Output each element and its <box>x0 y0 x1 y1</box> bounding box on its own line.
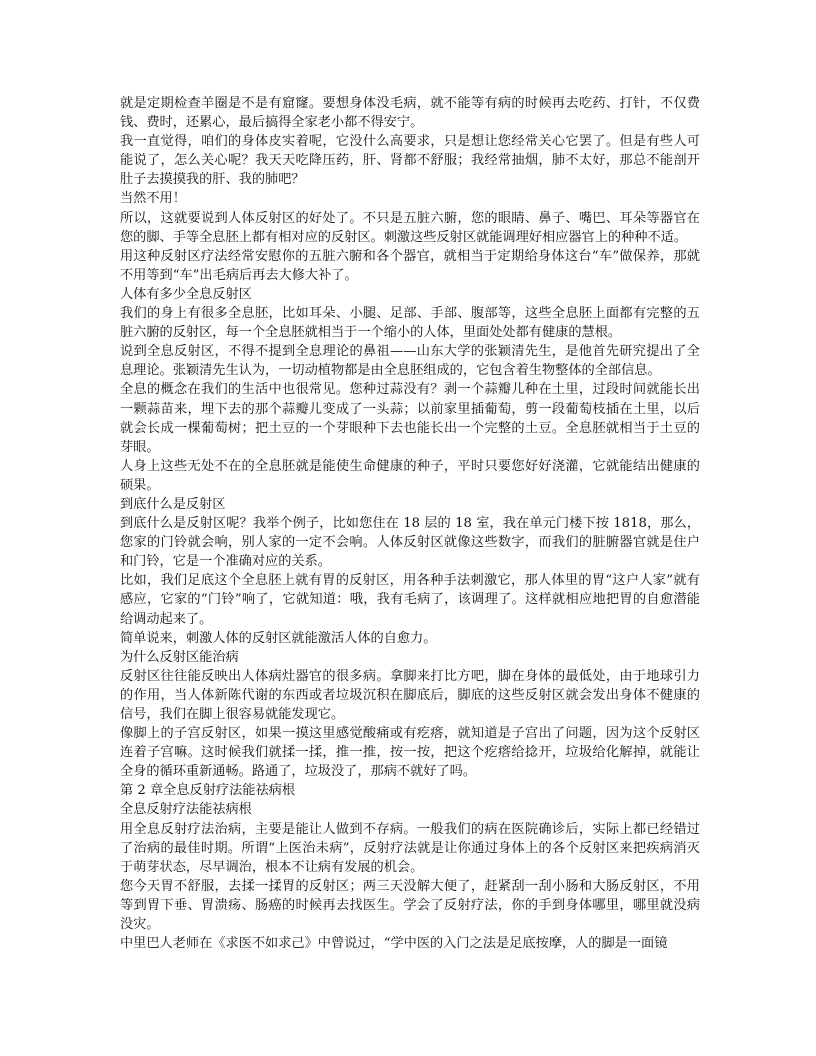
paragraph: 简单说来，刺激人体的反射区就能激活人体的自愈力。 <box>120 630 437 646</box>
section-heading: 人体有多少全息反射区 <box>120 286 252 302</box>
paragraph-continued: 就是定期检查羊圈是不是有窟窿。要想身体没毛病，就不能等有病的时候再去吃药、打针，不仅费钱、费时，还累心，最后搞得全家老小都不得安宁。 <box>120 96 700 131</box>
section-heading: 为什么反射区能治病 <box>120 649 239 665</box>
chapter-heading: 第 2 章全息反射疗法能祛病根 <box>120 783 296 799</box>
paragraph: 用全息反射疗法治病，主要是能让人做到不存病。一般我们的病在医院确诊后，实际上都已经错过了治病的最佳时期。所谓“上医治未病”，反射疗法就是让你通过身体上的各个反射区来把疾病消灭于萌芽状态，尽早调治，根本不让病有发展的机会。 <box>120 821 700 875</box>
paragraph: 像脚上的子宫反射区，如果一摸这里感觉酸痛或有疙瘩，就知道是子宫出了问题，因为这个反射区连着子宫嘛。这时候我们就揉一揉，推一推，按一按，把这个疙瘩给捻开，垃圾给化解掉，就能让全身的循环重新通畅。路通了，垃圾没了，那病不就好了吗。 <box>120 726 700 780</box>
section-heading: 到底什么是反射区 <box>120 496 226 512</box>
paragraph: 全息的概念在我们的生活中也很常见。您种过蒜没有？剥一个蒜瓣儿种在土里，过段时间就能长出一颗蒜苗来，埋下去的那个蒜瓣儿变成了一头蒜；以前家里插葡萄，剪一段葡萄枝插在土里，以后就会长成一棵葡萄树；把土豆的一个芽眼种下去也能长出一个完整的土豆。全息胚就相当于土豆的芽眼。 <box>120 382 700 455</box>
section-heading: 全息反射疗法能祛病根 <box>120 802 252 818</box>
paragraph: 到底什么是反射区呢？我举个例子，比如您住在 18 层的 18 室，我在单元门楼下按 1818，那么，您家的门铃就会响，别人家的一定不会响。人体反射区就像这些数字，而我们的脏腑器官就是住户和门铃，它是一个准确对应的关系。 <box>120 516 700 570</box>
paragraph: 所以，这就要说到人体反射区的好处了。不只是五脏六腑，您的眼睛、鼻子、嘴巴、耳朵等器官在您的脚、手等全息胚上都有相对应的反射区。刺激这些反射区就能调理好相应器官上的种种不适。 <box>120 210 700 245</box>
paragraph: 反射区往往能反映出人体病灶器官的很多病。拿脚来打比方吧，脚在身体的最低处，由于地球引力的作用，当人体新陈代谢的东西或者垃圾沉积在脚底后，脚底的这些反射区就会发出身体不健康的信号，我们在脚上很容易就能发现它。 <box>120 668 700 722</box>
paragraph-short: 当然不用！ <box>120 191 186 207</box>
paragraph: 比如，我们足底这个全息胚上就有胃的反射区，用各种手法刺激它，那人体里的胃“这户人家”就有感应，它家的“门铃”响了，它就知道：哦，我有毛病了，该调理了。这样就相应地把胃的自愈潜能给调动起来了。 <box>120 573 700 627</box>
paragraph: 我一直觉得，咱们的身体皮实着呢，它没什么高要求，只是想让您经常关心它罢了。但是有些人可能说了，怎么关心呢？我天天吃降压药，肝、肾都不舒服；我经常抽烟，肺不太好，那总不能剖开肚子去摸摸我的肝、我的肺吧？ <box>120 134 700 188</box>
paragraph: 说到全息反射区，不得不提到全息理论的鼻祖——山东大学的张颖清先生，是他首先研究提出了全息理论。张颖清先生认为，一切动植物都是由全息胚组成的，它包含着生物整体的全部信息。 <box>120 344 700 379</box>
document-page <box>120 94 700 953</box>
paragraph: 用这种反射区疗法经常安慰你的五脏六腑和各个器官，就相当于定期给身体这台“车”做保养，那就不用等到“车”出毛病后再去大修大补了。 <box>120 248 700 283</box>
paragraph: 人身上这些无处不在的全息胚就是能使生命健康的种子，平时只要您好好浇灌，它就能结出健康的硕果。 <box>120 458 700 493</box>
paragraph: 您今天胃不舒服，去揉一揉胃的反射区；两三天没解大便了，赶紧刮一刮小肠和大肠反射区，不用等到胃下垂、胃溃疡、肠癌的时候再去找医生。学会了反射疗法，你的手到身体哪里，哪里就没病没灾。 <box>120 878 700 933</box>
paragraph: 我们的身上有很多全息胚，比如耳朵、小腿、足部、手部、腹部等，这些全息胚上面都有完整的五脏六腑的反射区，每一个全息胚就相当于一个缩小的人体，里面处处都有健康的慧根。 <box>120 306 700 341</box>
paragraph-truncated: 中里巴人老师在《求医不如求己》中曾说过，“学中医的入门之法是足底按摩，人的脚是一面镜 <box>120 936 668 952</box>
